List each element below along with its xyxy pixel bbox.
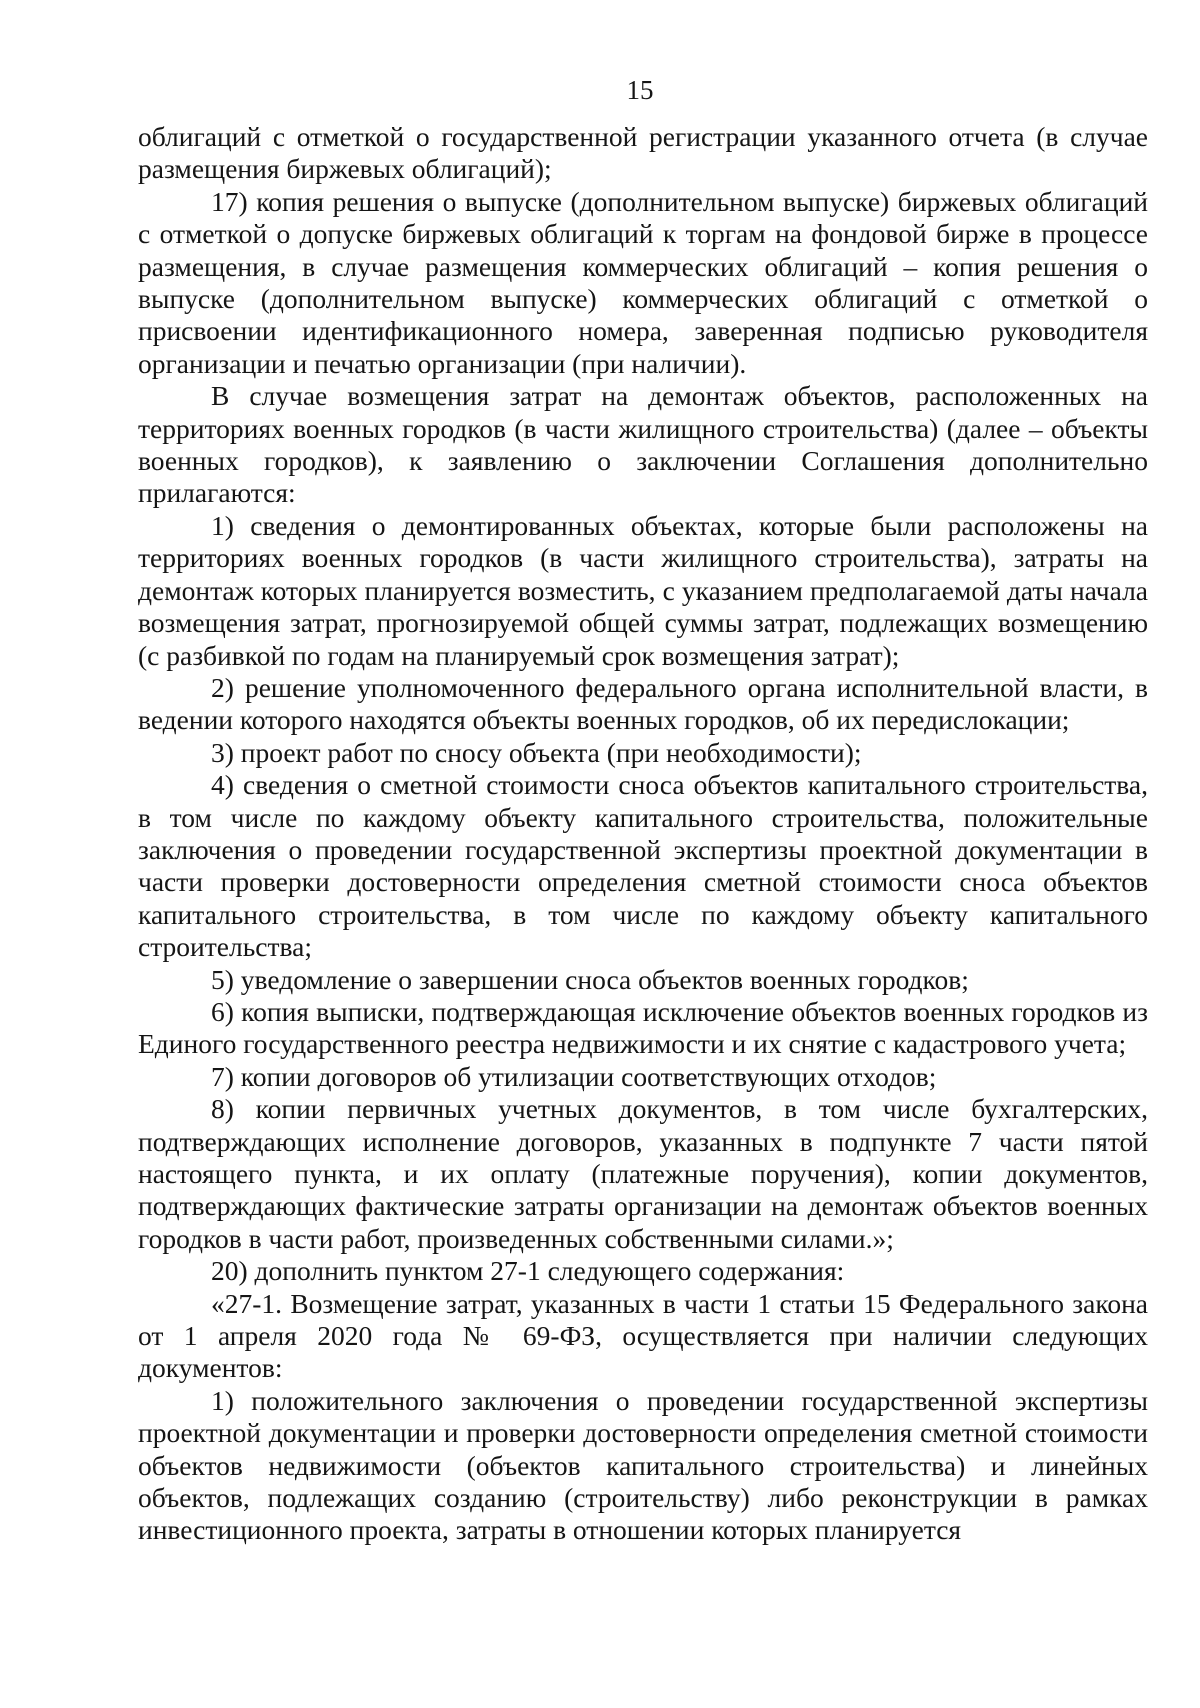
- paragraph-continuation: облигаций с отметкой о государственной регистрации указанного отчета (в случае размещения биржевых облигаций);: [138, 121, 1148, 185]
- list-item-4: 4) сведения о сметной стоимости сноса объектов капитального строительства, в том числе по каждому объекту капитального строительства, положительные заключения о проведении государственной экспертизы проектной документации в части проверки достоверности определения сметной стоимости сноса объектов капитального строительства, в том числе по каждому объекту капитального строительства;: [138, 769, 1148, 963]
- list-item-7: 7) копии договоров об утилизации соответствующих отходов;: [211, 1060, 937, 1092]
- list-item-17: 17) копия решения о выпуске (дополнительном выпуске) биржевых облигаций с отметкой о допуске биржевых облигаций к торгам на фондовой бирже в процессе размещения, в случае размещения коммерческих облигаций – копия решения о выпуске (дополнительном выпуске) коммерческих облигаций с отметкой о присвоении идентификационного номера, заверенная подписью руководителя организации и печатью организации (при наличии).: [138, 185, 1148, 379]
- list-item-1: 1) сведения о демонтированных объектах, которые были расположены на территориях военных городков (в части жилищного строительства), затраты на демонтаж которых планируется возместить, с указанием предполагаемой даты начала возмещения затрат, прогнозируемой общей суммы затрат, подлежащих возмещению (с разбивкой по годам на планируемый срок возмещения затрат);: [138, 509, 1148, 671]
- list-item-8: 8) копии первичных учетных документов, в том числе бухгалтерских, подтверждающих исполнение договоров, указанных в подпункте 7 части пятой настоящего пункта, и их оплату (платежные поручения), копии документов, подтверждающих фактические затраты организации на демонтаж объектов военных городков в части работ, произведенных собственными силами.»;: [138, 1093, 1148, 1254]
- paragraph-military-towns-intro: В случае возмещения затрат на демонтаж объектов, расположенных на территориях военных городков (в части жилищного строительства) (далее – объекты военных городков), к заявлению о заключении Соглашения дополнительно прилагаются:: [138, 380, 1148, 509]
- amendment-item-20: 20) дополнить пунктом 27-1 следующего содержания:: [211, 1255, 845, 1287]
- list-item-2: 2) решение уполномоченного федерального органа исполнительной власти, в ведении которого находятся объекты военных городков, об их передислокации;: [138, 671, 1148, 736]
- list-item-3: 3) проект работ по сносу объекта (при необходимости);: [211, 736, 862, 768]
- page-number: 15: [626, 75, 654, 105]
- clause-27-1: «27-1. Возмещение затрат, указанных в части 1 статьи 15 Федерального закона от 1 апреля 2020 года № 69-ФЗ, осуществляется при наличии следующих документов:: [138, 1287, 1148, 1384]
- list-item-5: 5) уведомление о завершении сноса объектов военных городков;: [211, 963, 969, 995]
- clause-27-1-item-1: 1) положительного заключения о проведении государственной экспертизы проектной документации и проверки достоверности определения сметной стоимости объектов недвижимости (объектов капитального строительства) и линейных объектов, подлежащих созданию (строительству) либо реконструкции в рамках инвестиционного проекта, затраты в отношении которых планируется: [138, 1384, 1148, 1546]
- list-item-6: 6) копия выписки, подтверждающая исключение объектов военных городков из Единого государственного реестра недвижимости и их снятие с кадастрового учета;: [138, 995, 1148, 1060]
- document-body: [138, 121, 1148, 1547]
